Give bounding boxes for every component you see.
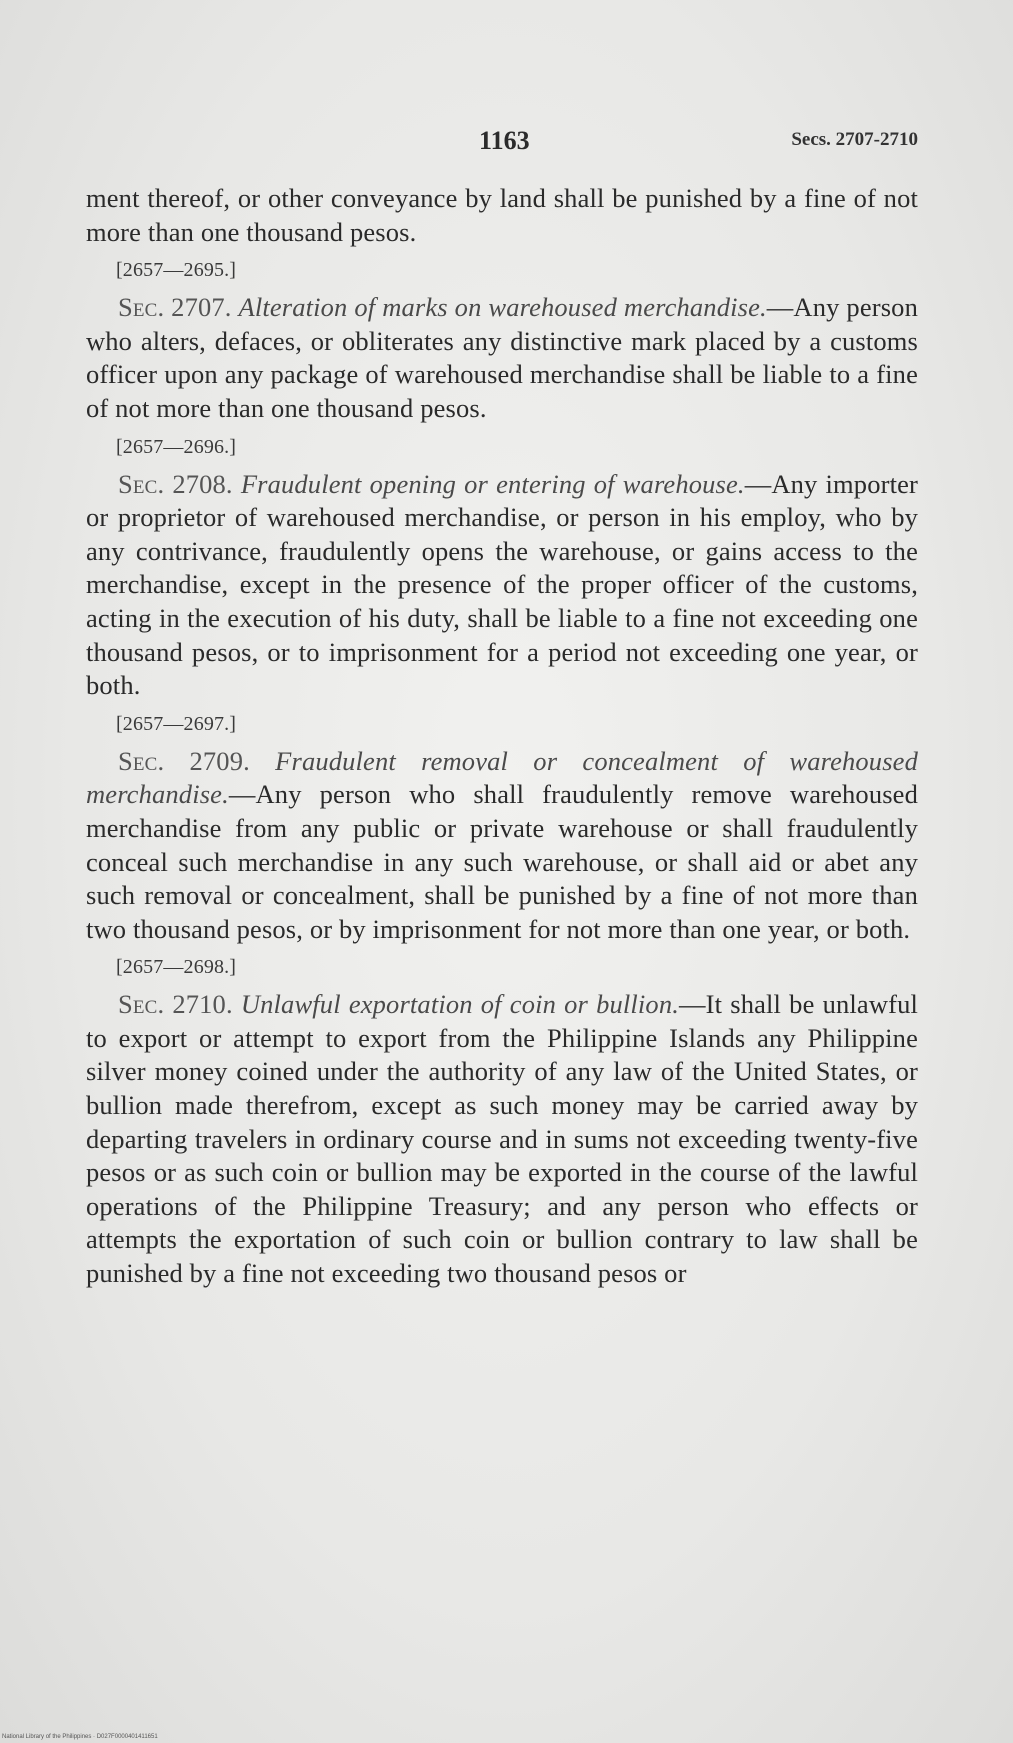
- section-range: Secs. 2707-2710: [791, 129, 918, 150]
- section-title: Fraudulent removal or concealment of warehoused merchandise.: [86, 745, 918, 810]
- section-2710: [86, 988, 918, 1290]
- section-title: Fraudulent opening or entering of warehouse.: [240, 468, 745, 499]
- section-2707: [86, 291, 918, 425]
- citation-2710: [2657—2698.]: [116, 956, 237, 979]
- page-header: [86, 126, 918, 160]
- section-label: Sec. 2710.: [118, 989, 233, 1020]
- section-2709: [86, 745, 918, 947]
- section-label: Sec. 2707.: [118, 292, 232, 323]
- section-label: Sec. 2709.: [118, 745, 250, 776]
- body-text: [86, 182, 918, 1291]
- section-title: Alteration of marks on warehoused merchandise.: [238, 292, 767, 323]
- section-label: Sec. 2708.: [118, 468, 233, 499]
- section-title: Unlawful exportation of coin or bullion.: [240, 989, 680, 1020]
- citation-2708: [2657—2696.]: [116, 435, 237, 458]
- section-text: —It shall be unlawful to export or attempt to export from the Philippine Islands any Philippine silver money coined under the authority of any law of the United States, or bullion made therefrom, except as such money may be carried away by departing travelers in ordinary course and in sums not exceeding twenty-five pesos or as such coin or bullion may be exported in the course of the lawful operations of the Philippine Treasury; and any person who effects or attempts the exportation of such coin or bullion contrary to law shall be punished by a fine not exceeding two thousand pesos or: [86, 989, 918, 1289]
- library-watermark: National Library of the Philippines · D027F0000401411651: [2, 1734, 158, 1740]
- section-2708: [86, 468, 918, 703]
- intro-paragraph: ment thereof, or other conveyance by land shall be punished by a fine of not more than one thousand pesos.: [86, 183, 918, 247]
- page-number: 1163: [479, 126, 530, 155]
- section-text: —Any importer or proprietor of warehoused merchandise, or person in his employ, who by any contrivance, fraudulently opens the warehouse, or gains access to the merchandise, except in the presence of the proper officer of the customs, acting in the execution of his duty, shall be liable to a fine not exceeding one thousand pesos, or to imprisonment for a period not exceeding one year, or both.: [86, 468, 918, 701]
- section-text: —Any person who shall fraudulently remove warehoused merchandise from any public or private warehouse or shall fraudulently conceal such merchandise in any such warehouse, or shall aid or abet any such removal or concealment, shall be punished by a fine of not more than two thousand pesos, or by imprisonment for not more than one year, or both.: [86, 779, 918, 944]
- citation-2707: [2657—2695.]: [116, 259, 237, 282]
- citation-2709: [2657—2697.]: [116, 712, 237, 735]
- section-text: —Any person who alters, defaces, or obliterates any distinctive mark placed by a customs officer upon any package of warehoused merchandise shall be liable to a fine of not more than one thousand pesos.: [86, 292, 918, 423]
